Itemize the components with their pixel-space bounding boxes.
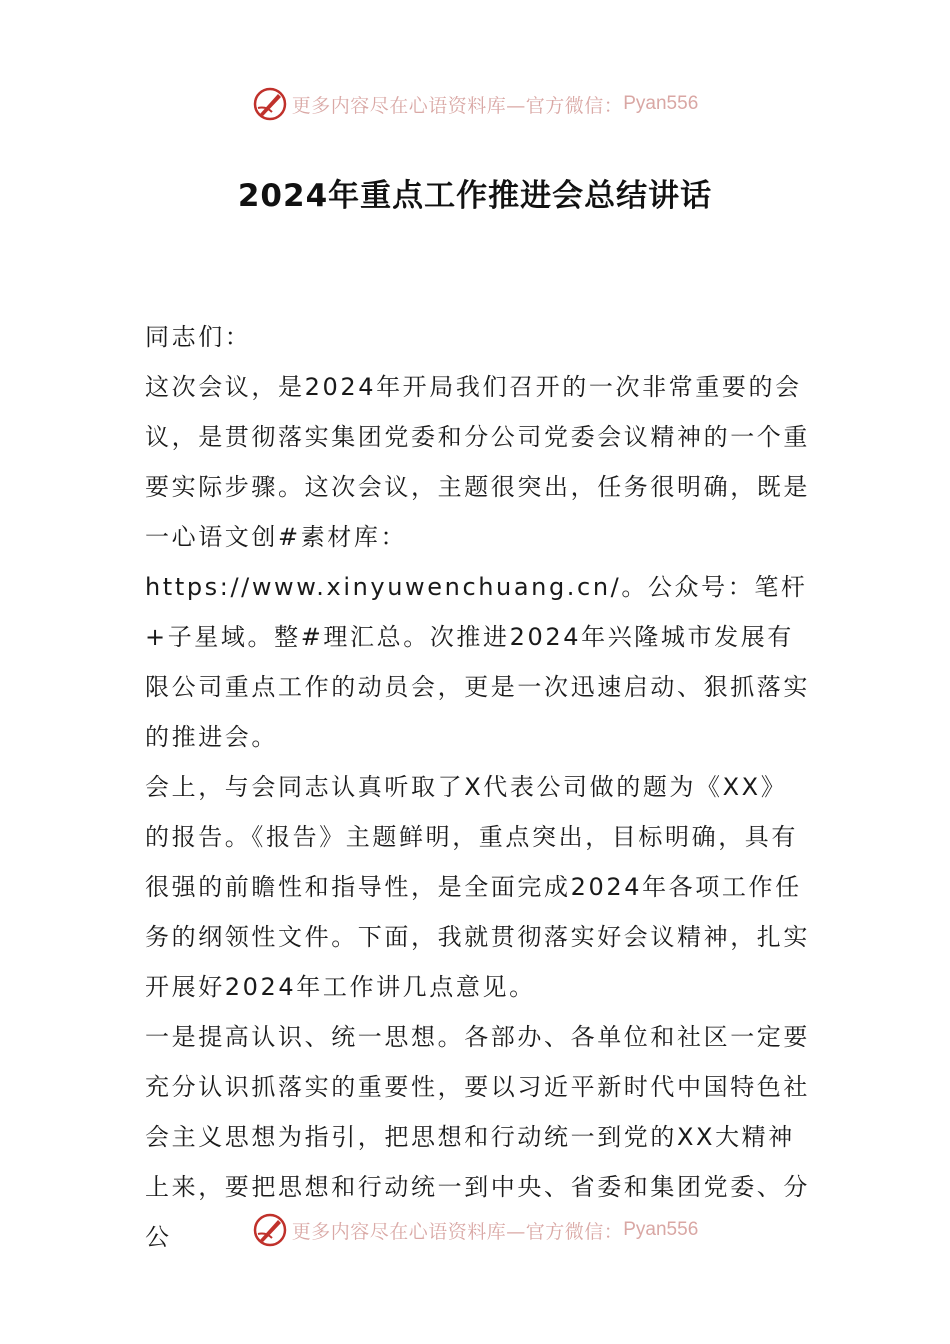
document-title: 2024年重点工作推进会总结讲话 (237, 178, 713, 214)
paragraph: 会上，与会同志认真听取了X代表公司做的题为《XX》的报告。《报告》主题鲜明，重点突出，目标明确，具有很强的前瞻性和指导性，是全面完成2024年各项工作任务的纲领性文件。下面，我就贯彻落实好会议精神，扎实开展好2024年工作讲几点意见。 (145, 773, 810, 1001)
banner-text: 更多内容尽在心语资料库—官方微信： (291, 1220, 624, 1243)
footer-banner (0, 1210, 950, 1250)
salutation: 同志们： (145, 323, 252, 351)
banner-wechat-id: Pyan556 (623, 1219, 699, 1240)
quill-logo-icon (252, 86, 288, 122)
document-body (145, 312, 810, 1262)
banner-wechat-id: Pyan556 (623, 93, 699, 114)
quill-logo-icon (252, 1212, 288, 1248)
paragraph: 这次会议，是2024年开局我们召开的一次非常重要的会议，是贯彻落实集团党委和分公司党委会议精神的一个重要实际步骤。这次会议，主题很突出，任务很明确，既是一心语文创#素材库：https://www.xinyuwenchuang.cn/。公众号：笔杆+子星域。整#理汇总。次推进2024年兴隆城市发展有限公司重点工作的动员会，更是一次迅速启动、狠抓落实的推进会。 (145, 373, 810, 751)
paragraph: 一是提高认识、统一思想。各部办、各单位和社区一定要充分认识抓落实的重要性，要以习近平新时代中国特色社会主义思想为指引，把思想和行动统一到党的XX大精神上来，要把思想和行动统一到中央、省委和集团党委、分公 (145, 1023, 810, 1251)
header-banner (0, 84, 950, 124)
banner-text: 更多内容尽在心语资料库—官方微信： (291, 94, 624, 117)
